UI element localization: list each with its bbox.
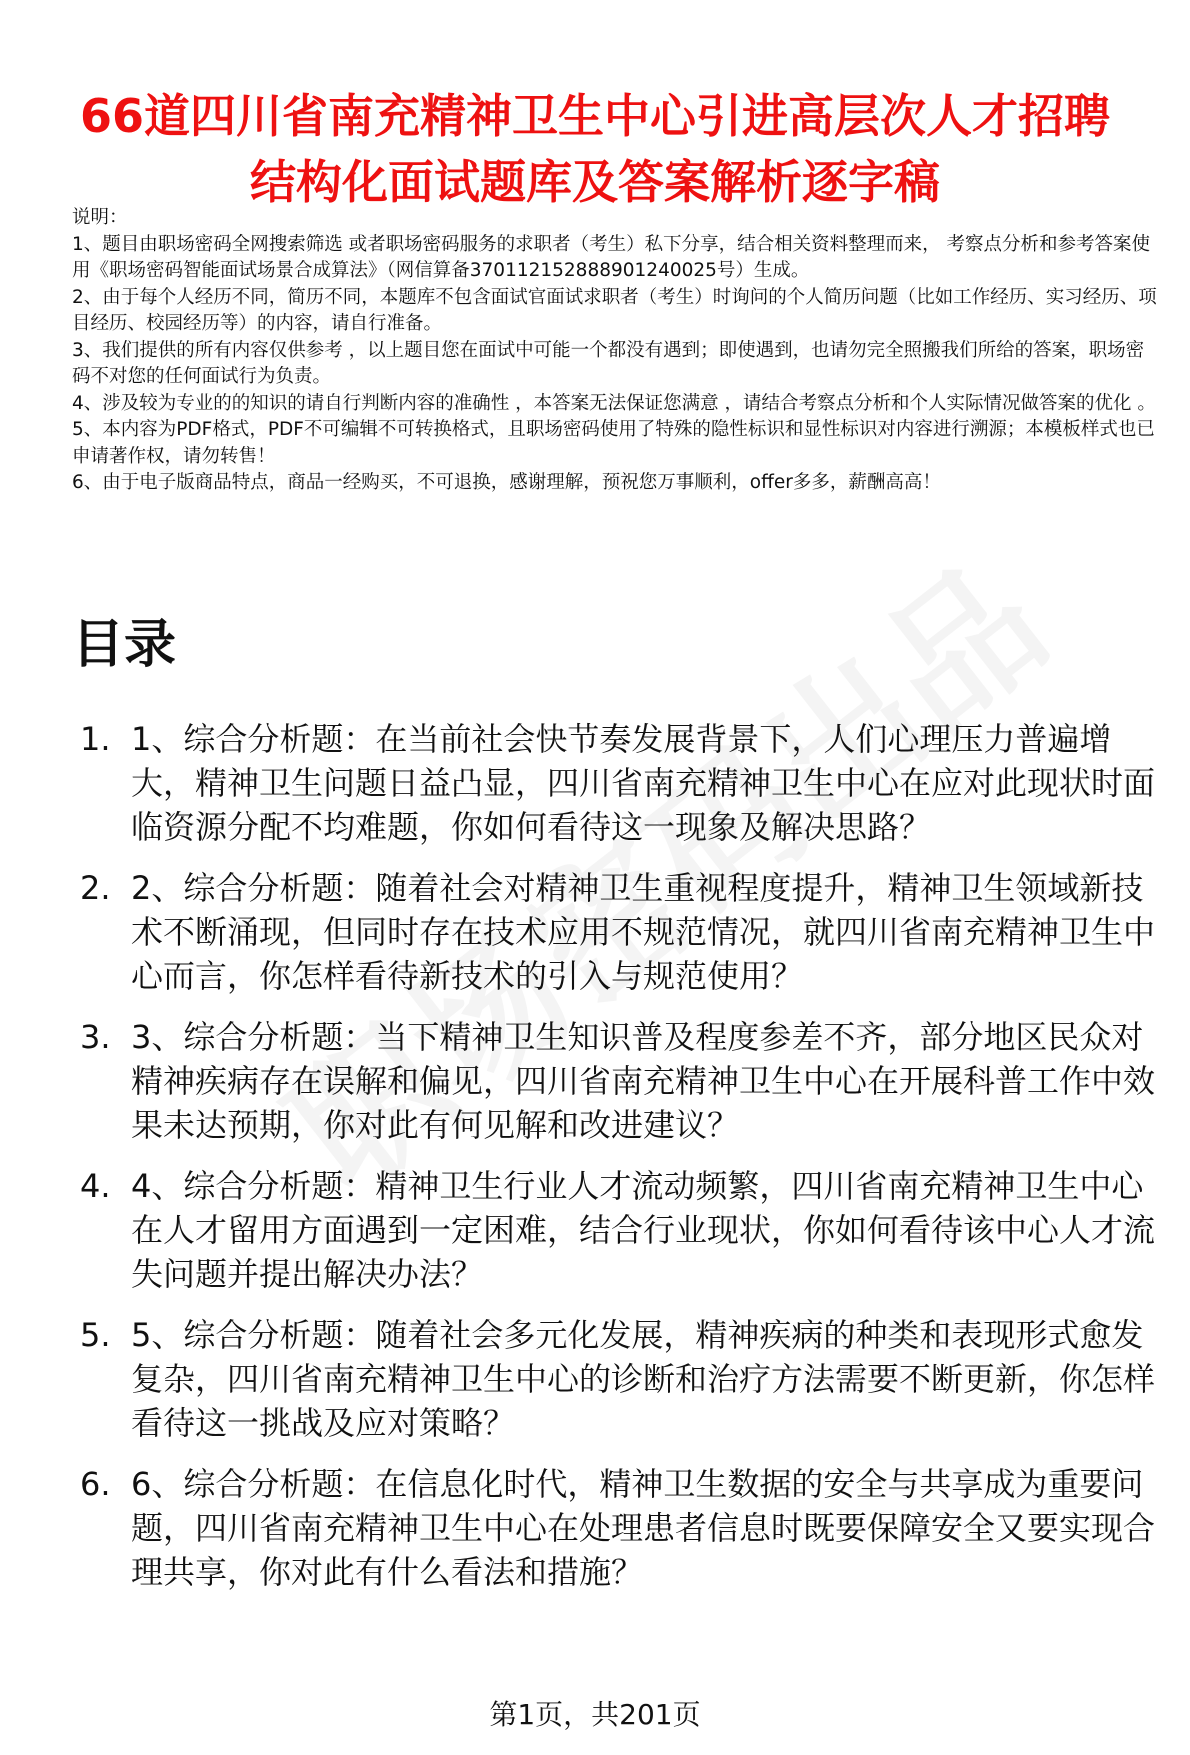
note-item: 6、由于电子版商品特点，商品一经购买，不可退换，感谢理解，预祝您万事顺利，offer多多，薪酬高高！ [72,472,941,493]
toc-item-number: 5. [80,1316,111,1354]
notes-section [72,205,1162,497]
toc-item[interactable] [72,866,1172,998]
toc-item[interactable] [72,1313,1172,1445]
toc-item-text[interactable]: 3、综合分析题：当下精神卫生知识普及程度参差不齐，部分地区民众对精神疾病存在误解和偏见，四川省南充精神卫生中心在开展科普工作中效果未达预期，你对此有何见解和改进建议？ [131,1018,1156,1144]
note-item: 1、题目由职场密码全网搜索筛选 或者职场密码服务的求职者（考生）私下分享，结合相关资料整理而来， 考察点分析和参考答案使用《职场密码智能面试场景合成算法》（网信算备370112152888901240025号）生成。 [72,233,1151,281]
toc-item-number: 3. [80,1018,111,1056]
toc-heading: 目录 [72,615,177,675]
toc-item[interactable] [72,1015,1172,1147]
note-item: 4、涉及较为专业的的知识的请自行判断内容的准确性 ，本答案无法保证您满意 ，请结合考察点分析和个人实际情况做答案的优化 。 [72,392,1156,414]
page-footer: 第1页，共201页 [489,1698,701,1731]
toc-item-text[interactable]: 5、综合分析题：随着社会多元化发展，精神疾病的种类和表现形式愈发复杂，四川省南充精神卫生中心的诊断和治疗方法需要不断更新，你怎样看待这一挑战及应对策略？ [131,1316,1156,1442]
toc-item[interactable] [72,1462,1172,1594]
toc-item-text[interactable]: 4、综合分析题：精神卫生行业人才流动频繁，四川省南充精神卫生中心在人才留用方面遇到一定困难，结合行业现状，你如何看待该中心人才流失问题并提出解决办法？ [131,1167,1156,1293]
toc-item-number: 2. [80,869,111,907]
notes-heading: 说明： [72,207,128,228]
toc-list [72,717,1172,1611]
toc-item-text[interactable]: 2、综合分析题：随着社会对精神卫生重视程度提升，精神卫生领域新技术不断涌现，但同时存在技术应用不规范情况，就四川省南充精神卫生中心而言，你怎样看待新技术的引入与规范使用？ [131,869,1156,995]
note-item: 3、我们提供的所有内容仅供参考 ，以上题目您在面试中可能一个都没有遇到；即使遇到，也请勿完全照搬我们所给的答案，职场密码不对您的任何面试行为负责。 [72,339,1145,387]
note-item: 5、本内容为PDF格式，PDF不可编辑不可转换格式，且职场密码使用了特殊的隐性标识和显性标识对内容进行溯源；本模板样式也已申请著作权，请勿转售！ [72,419,1155,467]
toc-item[interactable] [72,717,1172,849]
toc-item-text[interactable]: 1、综合分析题：在当前社会快节奏发展背景下，人们心理压力普遍增大，精神卫生问题日益凸显，四川省南充精神卫生中心在应对此现状时面临资源分配不均难题，你如何看待这一现象及解决思路？ [131,720,1156,846]
note-item: 2、由于每个人经历不同，简历不同，本题库不包含面试官面试求职者（考生）时询问的个人简历问题（比如工作经历、实习经历、项目经历、校园经历等）的内容，请自行准备。 [72,286,1157,334]
toc-item-number: 6. [80,1465,111,1503]
toc-item-text[interactable]: 6、综合分析题：在信息化时代，精神卫生数据的安全与共享成为重要问题，四川省南充精神卫生中心在处理患者信息时既要保障安全又要实现合理共享，你对此有什么看法和措施？ [131,1465,1156,1591]
toc-item-number: 4. [80,1167,111,1205]
toc-item-number: 1. [80,720,111,758]
document-title: 66道四川省南充精神卫生中心引进高层次人才招聘结构化面试题库及答案解析逐字稿 [79,88,1110,209]
toc-item[interactable] [72,1164,1172,1296]
